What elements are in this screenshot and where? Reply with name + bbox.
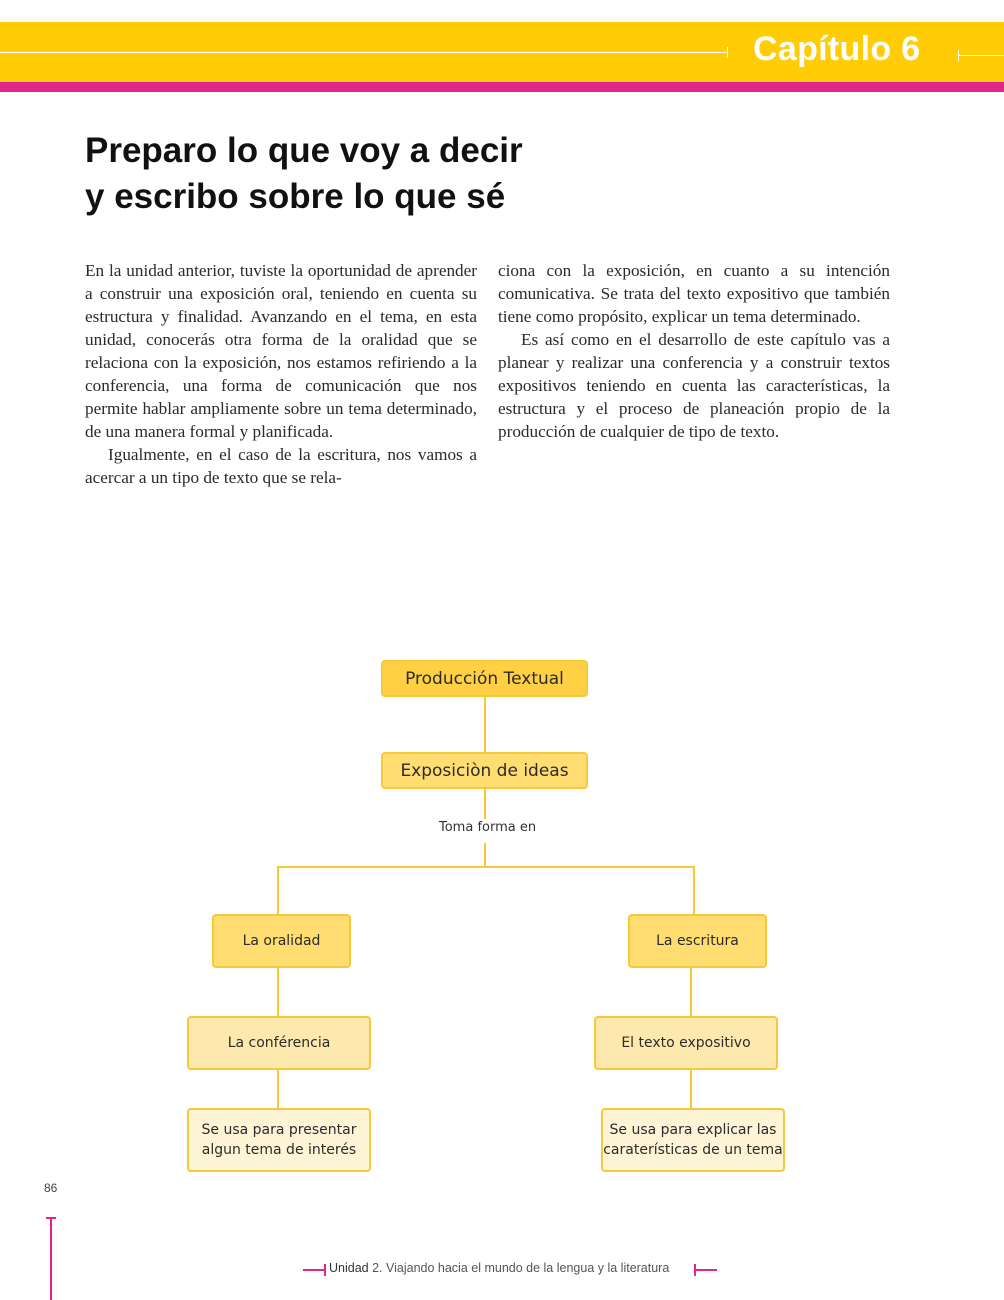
page-title-line2: y escribo sobre lo que sé: [85, 177, 506, 216]
body-paragraph: ciona con la exposición, en cuanto a su intención comunicativa. Se trata del texto expositivo que también tiene como propósito, explicar un tema determinado.: [498, 261, 890, 326]
node-la-oralidad: [212, 914, 351, 968]
node-label: Producción Textual: [405, 668, 564, 689]
body-paragraph: Es así como en el desarrollo de este capítulo vas a planear y realizar una conferencia y a construir textos expositivos teniendo en cuenta las características, la estructura y el proceso de planeación propio de la producción de cualquier de tipo de texto.: [498, 330, 890, 441]
connector-label: Toma forma en: [439, 820, 537, 835]
node-label-line2: caraterísticas de un tema: [603, 1142, 783, 1158]
node-label: La conférencia: [227, 1035, 331, 1051]
connector-line: [277, 966, 279, 1018]
header-rule-right: [958, 55, 1004, 56]
node-la-conferencia: [187, 1016, 371, 1070]
footer-rule-left-cap: [324, 1264, 326, 1276]
node-label: El texto expositivo: [621, 1035, 751, 1051]
page-title: [85, 128, 645, 220]
node-label: [202, 1120, 357, 1160]
body-column-right: [498, 259, 890, 443]
connector-line: [484, 787, 486, 819]
connector-line: [484, 695, 486, 753]
connector-line: [277, 1068, 279, 1110]
footer-rule-right: [695, 1269, 717, 1271]
node-label: La oralidad: [242, 933, 321, 949]
footer-unit-label: Unidad: [329, 1261, 369, 1275]
footer-rule-left: [303, 1269, 325, 1271]
footer: [0, 1261, 1004, 1277]
node-uso-conferencia: [187, 1108, 371, 1172]
node-label: [603, 1120, 783, 1160]
header-rule: [0, 52, 728, 53]
node-exposicion-de-ideas: [381, 752, 588, 789]
margin-rule: [50, 1218, 52, 1300]
node-label: Exposiciòn de ideas: [400, 760, 569, 781]
body-paragraph: Igualmente, en el caso de la escritura, nos vamos a acercar a un tipo de texto que se rela-: [85, 445, 477, 487]
magenta-band: [0, 82, 1004, 92]
connector-line: [484, 843, 486, 868]
node-label-line1: Se usa para presentar: [201, 1122, 357, 1138]
header-rule-right-cap: [958, 50, 959, 61]
node-produccion-textual: [381, 660, 588, 697]
node-uso-texto-expositivo: [601, 1108, 785, 1172]
node-la-escritura: [628, 914, 767, 968]
connector-line: [690, 966, 692, 1018]
connector-line: [277, 866, 279, 916]
body-column-left: [85, 259, 477, 489]
footer-unit-text: [329, 1261, 669, 1275]
node-label-line2: algun tema de interés: [201, 1142, 357, 1158]
node-label-line1: Se usa para explicar las: [609, 1122, 777, 1138]
node-label: La escritura: [656, 933, 739, 949]
body-paragraph: En la unidad anterior, tuviste la oportunidad de aprender a construir una exposición oral, teniendo en cuenta su estructura y finalidad. Avanzando en el tema, en esta unidad, conocerás otra forma de la oralidad que se relaciona con la exposición, nos estamos refiriendo a la conferencia, una forma de comunicación que nos permite hablar ampliamente sobre un tema determinado, de una manera formal y planificada.: [85, 261, 477, 441]
header-rule-cap: [727, 47, 728, 58]
node-el-texto-expositivo: [594, 1016, 778, 1070]
page-number: 86: [44, 1181, 58, 1195]
connector-line: [277, 866, 695, 868]
connector-line: [693, 866, 695, 916]
page-title-line1: Preparo lo que voy a decir: [85, 131, 523, 170]
footer-unit-title: 2. Viajando hacia el mundo de la lengua y la literatura: [372, 1261, 670, 1275]
connector-line: [690, 1068, 692, 1110]
chapter-title: Capítulo 6: [753, 30, 921, 68]
